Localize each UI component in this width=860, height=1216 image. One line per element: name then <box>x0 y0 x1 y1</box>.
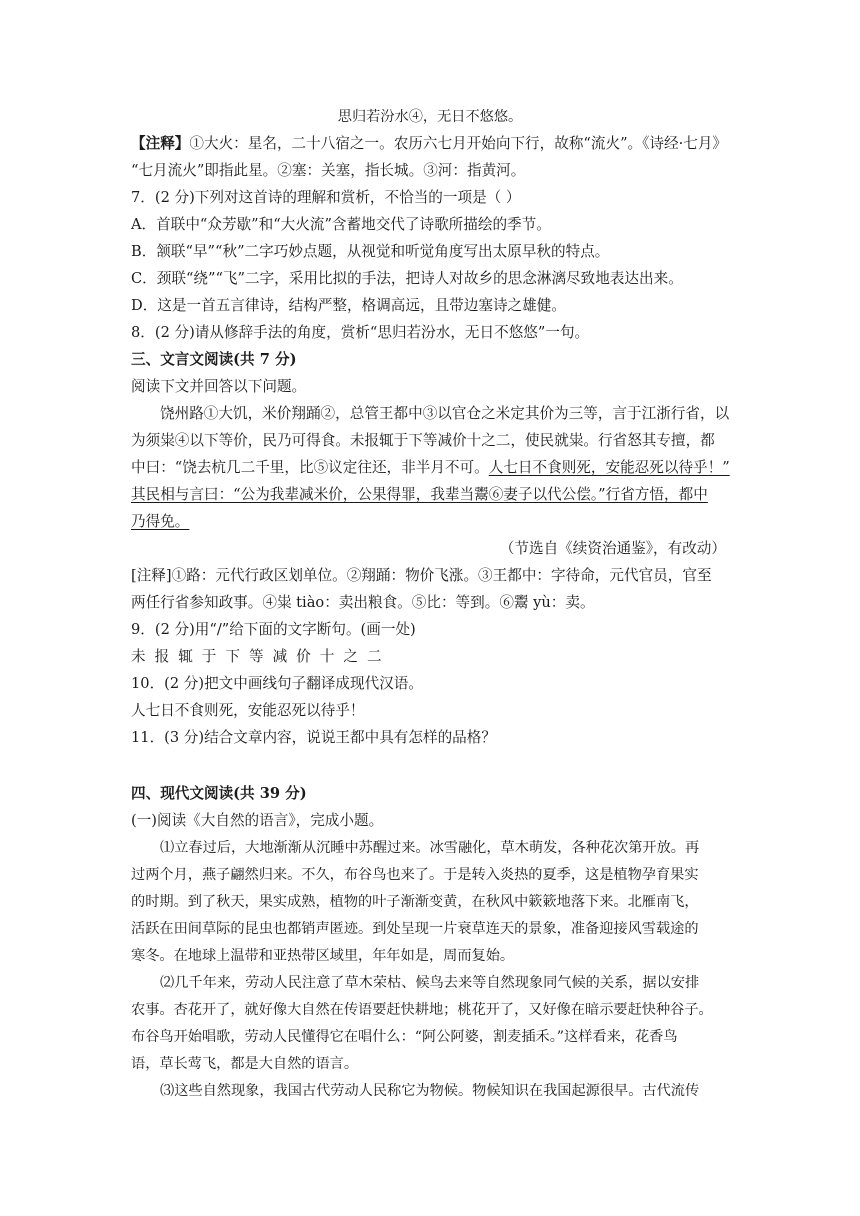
poem-last-line: 思归若汾水④，无日不悠悠。 <box>337 109 523 125</box>
article-line-7: 农事。杏花开了，就好像大自然在传语要赶快耕地；桃花开了，又好像在暗示要赶快种谷子。 <box>131 1002 713 1018</box>
passage-source: （节选自《续资治通鉴》，有改动） <box>499 540 726 557</box>
question-9-text: 未报辄于下等减价十之二 <box>131 648 391 665</box>
article-line-4: 活跃在田间草际的昆虫也都销声匿迹。到处呈现一片衰草连天的景象，准备迎接风雪载途的 <box>131 921 699 937</box>
passage-line-1: 饶州路①大饥，米价翔踊②，总管王都中③以官仓之米定其价为三等，言于江浙行省，以 <box>160 405 730 422</box>
section-4-heading: 四、现代文阅读(共 39 分) <box>131 785 307 802</box>
poem-note-text: ①大火：星名，二十八宿之一。农历六七月开始向下行，故称“流火”。《诗经·七月》 <box>189 135 728 152</box>
article-line-3: 的时期。到了秋天，果实成熟，植物的叶子渐渐变黄，在秋风中簌簌地落下来。北雁南飞， <box>131 894 699 910</box>
article-line-9: 语，草长莺飞，都是大自然的语言。 <box>131 1056 359 1072</box>
section-3-intro: 阅读下文并回答以下问题。 <box>131 378 307 395</box>
passage-line-4: 其民相与言曰：“公为我辈减米价，公果得罪，我辈当鬻⑥妻子以代公偿。”行省方悟，都中 <box>131 486 708 503</box>
question-7-option-d: D．这是一首五言律诗，结构严整，格调高远，且带边塞诗之雄健。 <box>131 297 566 314</box>
question-7-stem: 7．(2 分)下列对这首诗的理解和赏析，不恰当的一项是（ ） <box>131 189 521 206</box>
article-line-8: 布谷鸟开始唱歌，劳动人民懂得它在唱什么：“阿公阿婆，割麦插禾。”这样看来，花香鸟 <box>131 1029 678 1045</box>
question-7-option-a: A．首联中“众芳歇”和“大火流”含蓄地交代了诗歌所描绘的季节。 <box>131 216 551 233</box>
question-10: 10．(2 分)把文中画线句子翻译成现代汉语。 <box>131 675 423 692</box>
article-line-10: ⑶这些自然现象，我国古代劳动人民称它为物候。物候知识在我国起源很早。古代流传 <box>160 1083 700 1099</box>
section-3-notes-line-2: 两任行省参知政事。④粜 tiào：卖出粮食。⑤比：等到。⑥鬻 yù：卖。 <box>131 594 595 611</box>
section-3-notes-line-1: [注释]①路：元代行政区划单位。②翔踊：物价飞涨。③王都中：字待命，元代官员，官至 <box>131 567 712 584</box>
passage-line-5: 乃得免。 <box>131 513 190 530</box>
question-7-option-c: C．颈联“绕”“飞”二字，采用比拟的手法，把诗人对故乡的思念淋漓尽致地表达出来。 <box>131 270 683 287</box>
passage-line-3 <box>131 458 730 478</box>
article-line-5: 寒冬。在地球上温带和亚热带区域里，年年如是，周而复始。 <box>131 948 515 964</box>
poem-note-line-1 <box>131 134 727 154</box>
passage-line-3-text: 中曰：“饶去杭几二千里，比⑤议定往还，非半月不可。 <box>131 459 489 476</box>
poem-note-line-2: “七月流火”即指此星。②塞：关塞，指长城。③河：指黄河。 <box>131 162 526 179</box>
question-9: 9．(2 分)用“/”给下面的文字断句。(画一处) <box>131 621 416 638</box>
article-line-2: 过两个月，燕子翩然归来。不久，布谷鸟也来了。于是转入炎热的夏季，这是植物孕育果实 <box>131 867 699 883</box>
article-line-1: ⑴立春过后，大地渐渐从沉睡中苏醒过来。冰雪融化，草木萌发，各种花次第开放。再 <box>160 840 700 856</box>
underlined-sentence: 人七日不食则死，安能忍死以待乎！” <box>488 459 730 476</box>
question-8: 8．(2 分)请从修辞手法的角度，赏析“思归若汾水，无日不悠悠”一句。 <box>131 324 590 341</box>
section-3-heading: 三、文言文阅读(共 7 分) <box>131 351 297 368</box>
question-11: 11．(3 分)结合文章内容，说说王都中具有怎样的品格？ <box>131 729 496 746</box>
question-7-option-b: B．颔联“早”“秋”二字巧妙点题，从视觉和听觉角度写出太原早秋的特点。 <box>131 243 610 260</box>
passage-line-2: 为须粜④以下等价，民乃可得食。未报辄于下等减价十之二，使民就粜。行省怒其专擅，都 <box>131 432 715 449</box>
poem-note-label: 【注释】 <box>131 135 190 152</box>
section-4-subheading: (一)阅读《大自然的语言》，完成小题。 <box>131 812 384 829</box>
question-10-text: 人七日不食则死，安能忍死以待乎！ <box>131 702 365 719</box>
article-line-6: ⑵几千年来，劳动人民注意了草木荣枯、候鸟去来等自然现象同气候的关系，据以安排 <box>160 975 700 991</box>
